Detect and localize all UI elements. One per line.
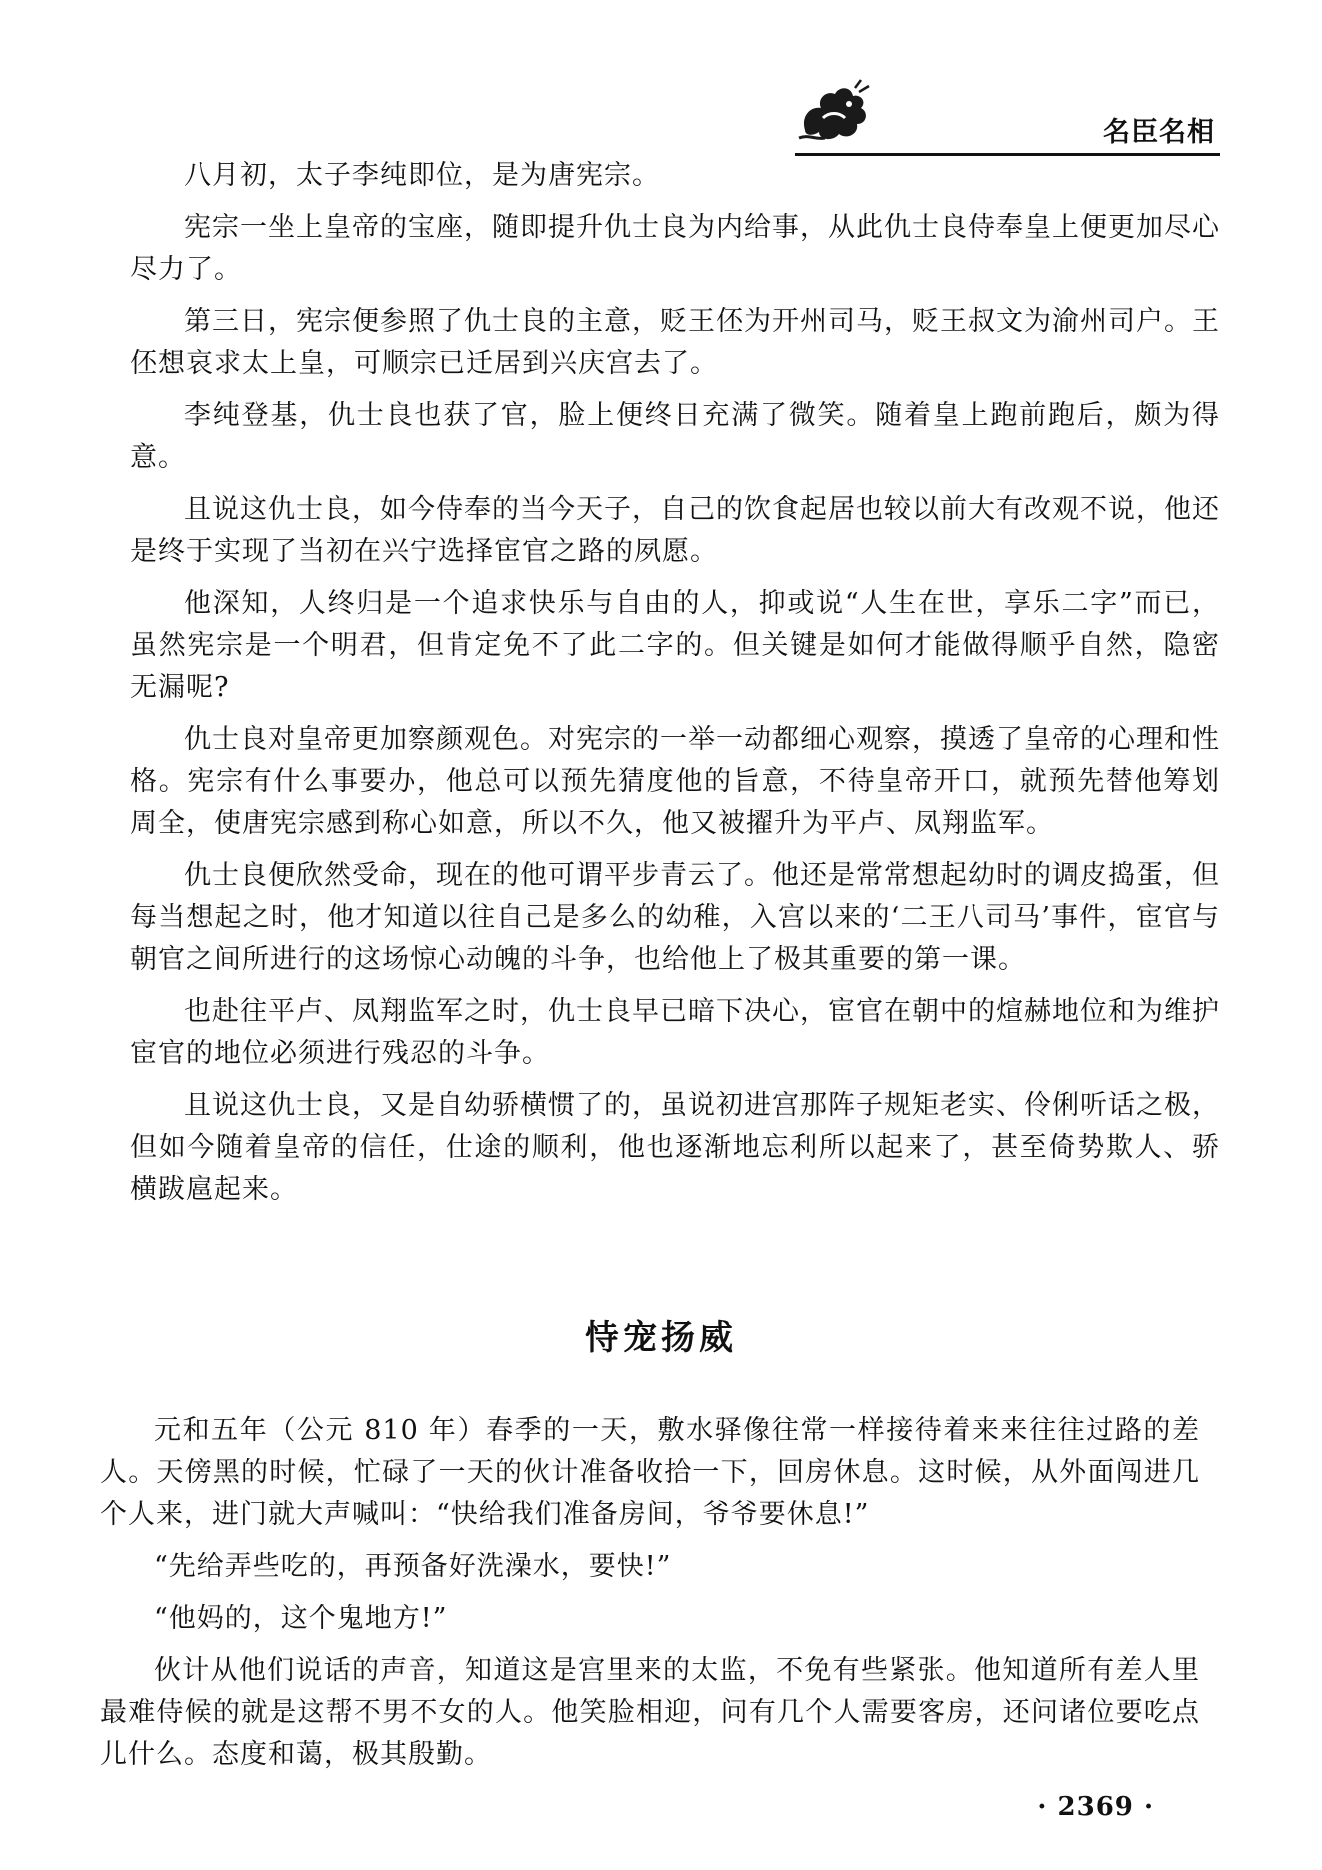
body-text-top: [130, 155, 1220, 1221]
paragraph: 仇士良便欣然受命，现在的他可谓平步青云了。他还是常常想起幼时的调皮捣蛋，但每当想起之时，他才知道以往自己是多么的幼稚，入宫以来的‘二王八司马’事件，宦官与朝官之间所进行的这场惊心动魄的斗争，也给他上了极其重要的第一课。: [130, 860, 1220, 975]
paragraph: 八月初，太子李纯即位，是为唐宪宗。: [184, 160, 660, 191]
paragraph: 仇士良对皇帝更加察颜观色。对宪宗的一举一动都细心观察，摸透了皇帝的心理和性格。宪宗有什么事要办，他总可以预先猜度他的旨意，不待皇帝开口，就预先替他筹划周全，使唐宪宗感到称心如意，所以不久，他又被擢升为平卢、凤翔监军。: [130, 724, 1220, 839]
paragraph: 也赴往平卢、凤翔监军之时，仇士良早已暗下决心，宦官在朝中的煊赫地位和为维护宦官的地位必须进行残忍的斗争。: [130, 996, 1220, 1069]
paragraph: 他深知，人终归是一个追求快乐与自由的人，抑或说“人生在世，享乐二字”而已，虽然宪宗是一个明君，但肯定免不了此二字的。但关键是如何才能做得顺乎自然，隐密无漏呢?: [130, 588, 1220, 703]
section-label: 名臣名相: [1103, 117, 1215, 148]
dragon-emblem-icon: [795, 78, 875, 148]
paragraph: 宪宗一坐上皇帝的宝座，随即提升仇士良为内给事，从此仇士良侍奉皇上便更加尽心尽力了。: [130, 212, 1220, 285]
paragraph: 李纯登基，仇士良也获了官，脸上便终日充满了微笑。随着皇上跑前跑后，颇为得意。: [130, 400, 1220, 473]
body-text-bottom: [100, 1410, 1200, 1786]
paragraph: “他妈的，这个鬼地方!”: [154, 1603, 448, 1634]
page-number: · 2369 ·: [1037, 1792, 1154, 1822]
running-header: [795, 78, 1220, 156]
paragraph: 元和五年（公元 810 年）春季的一天，敷水驿像往常一样接待着来来往往过路的差人。天傍黑的时候，忙碌了一天的伙计准备收拾一下，回房休息。这时候，从外面闯进几个人来，进门就大声喊叫：“快给我们准备房间，爷爷要休息!”: [100, 1415, 1200, 1530]
paragraph: 且说这仇士良，如今侍奉的当今天子，自己的饮食起居也较以前大有改观不说，他还是终于实现了当初在兴宁选择宦官之路的夙愿。: [130, 494, 1220, 567]
paragraph: 且说这仇士良，又是自幼骄横惯了的，虽说初进宫那阵子规矩老实、伶俐听话之极，但如今随着皇帝的信任，仕途的顺利，他也逐渐地忘利所以起来了，甚至倚势欺人、骄横跋扈起来。: [130, 1090, 1220, 1205]
paragraph: 第三日，宪宗便参照了仇士良的主意，贬王伾为开州司马，贬王叔文为渝州司户。王伾想哀求太上皇，可顺宗已迁居到兴庆宫去了。: [130, 306, 1220, 379]
paragraph: “先给弄些吃的，再预备好洗澡水，要快!”: [154, 1551, 672, 1582]
paragraph: 伙计从他们说话的声音，知道这是宫里来的太监，不免有些紧张。他知道所有差人里最难侍候的就是这帮不男不女的人。他笑脸相迎，问有几个人需要客房，还问诸位要吃点儿什么。态度和蔼，极其殷勤。: [100, 1655, 1200, 1770]
chapter-title: 恃宠扬威: [585, 1318, 737, 1358]
